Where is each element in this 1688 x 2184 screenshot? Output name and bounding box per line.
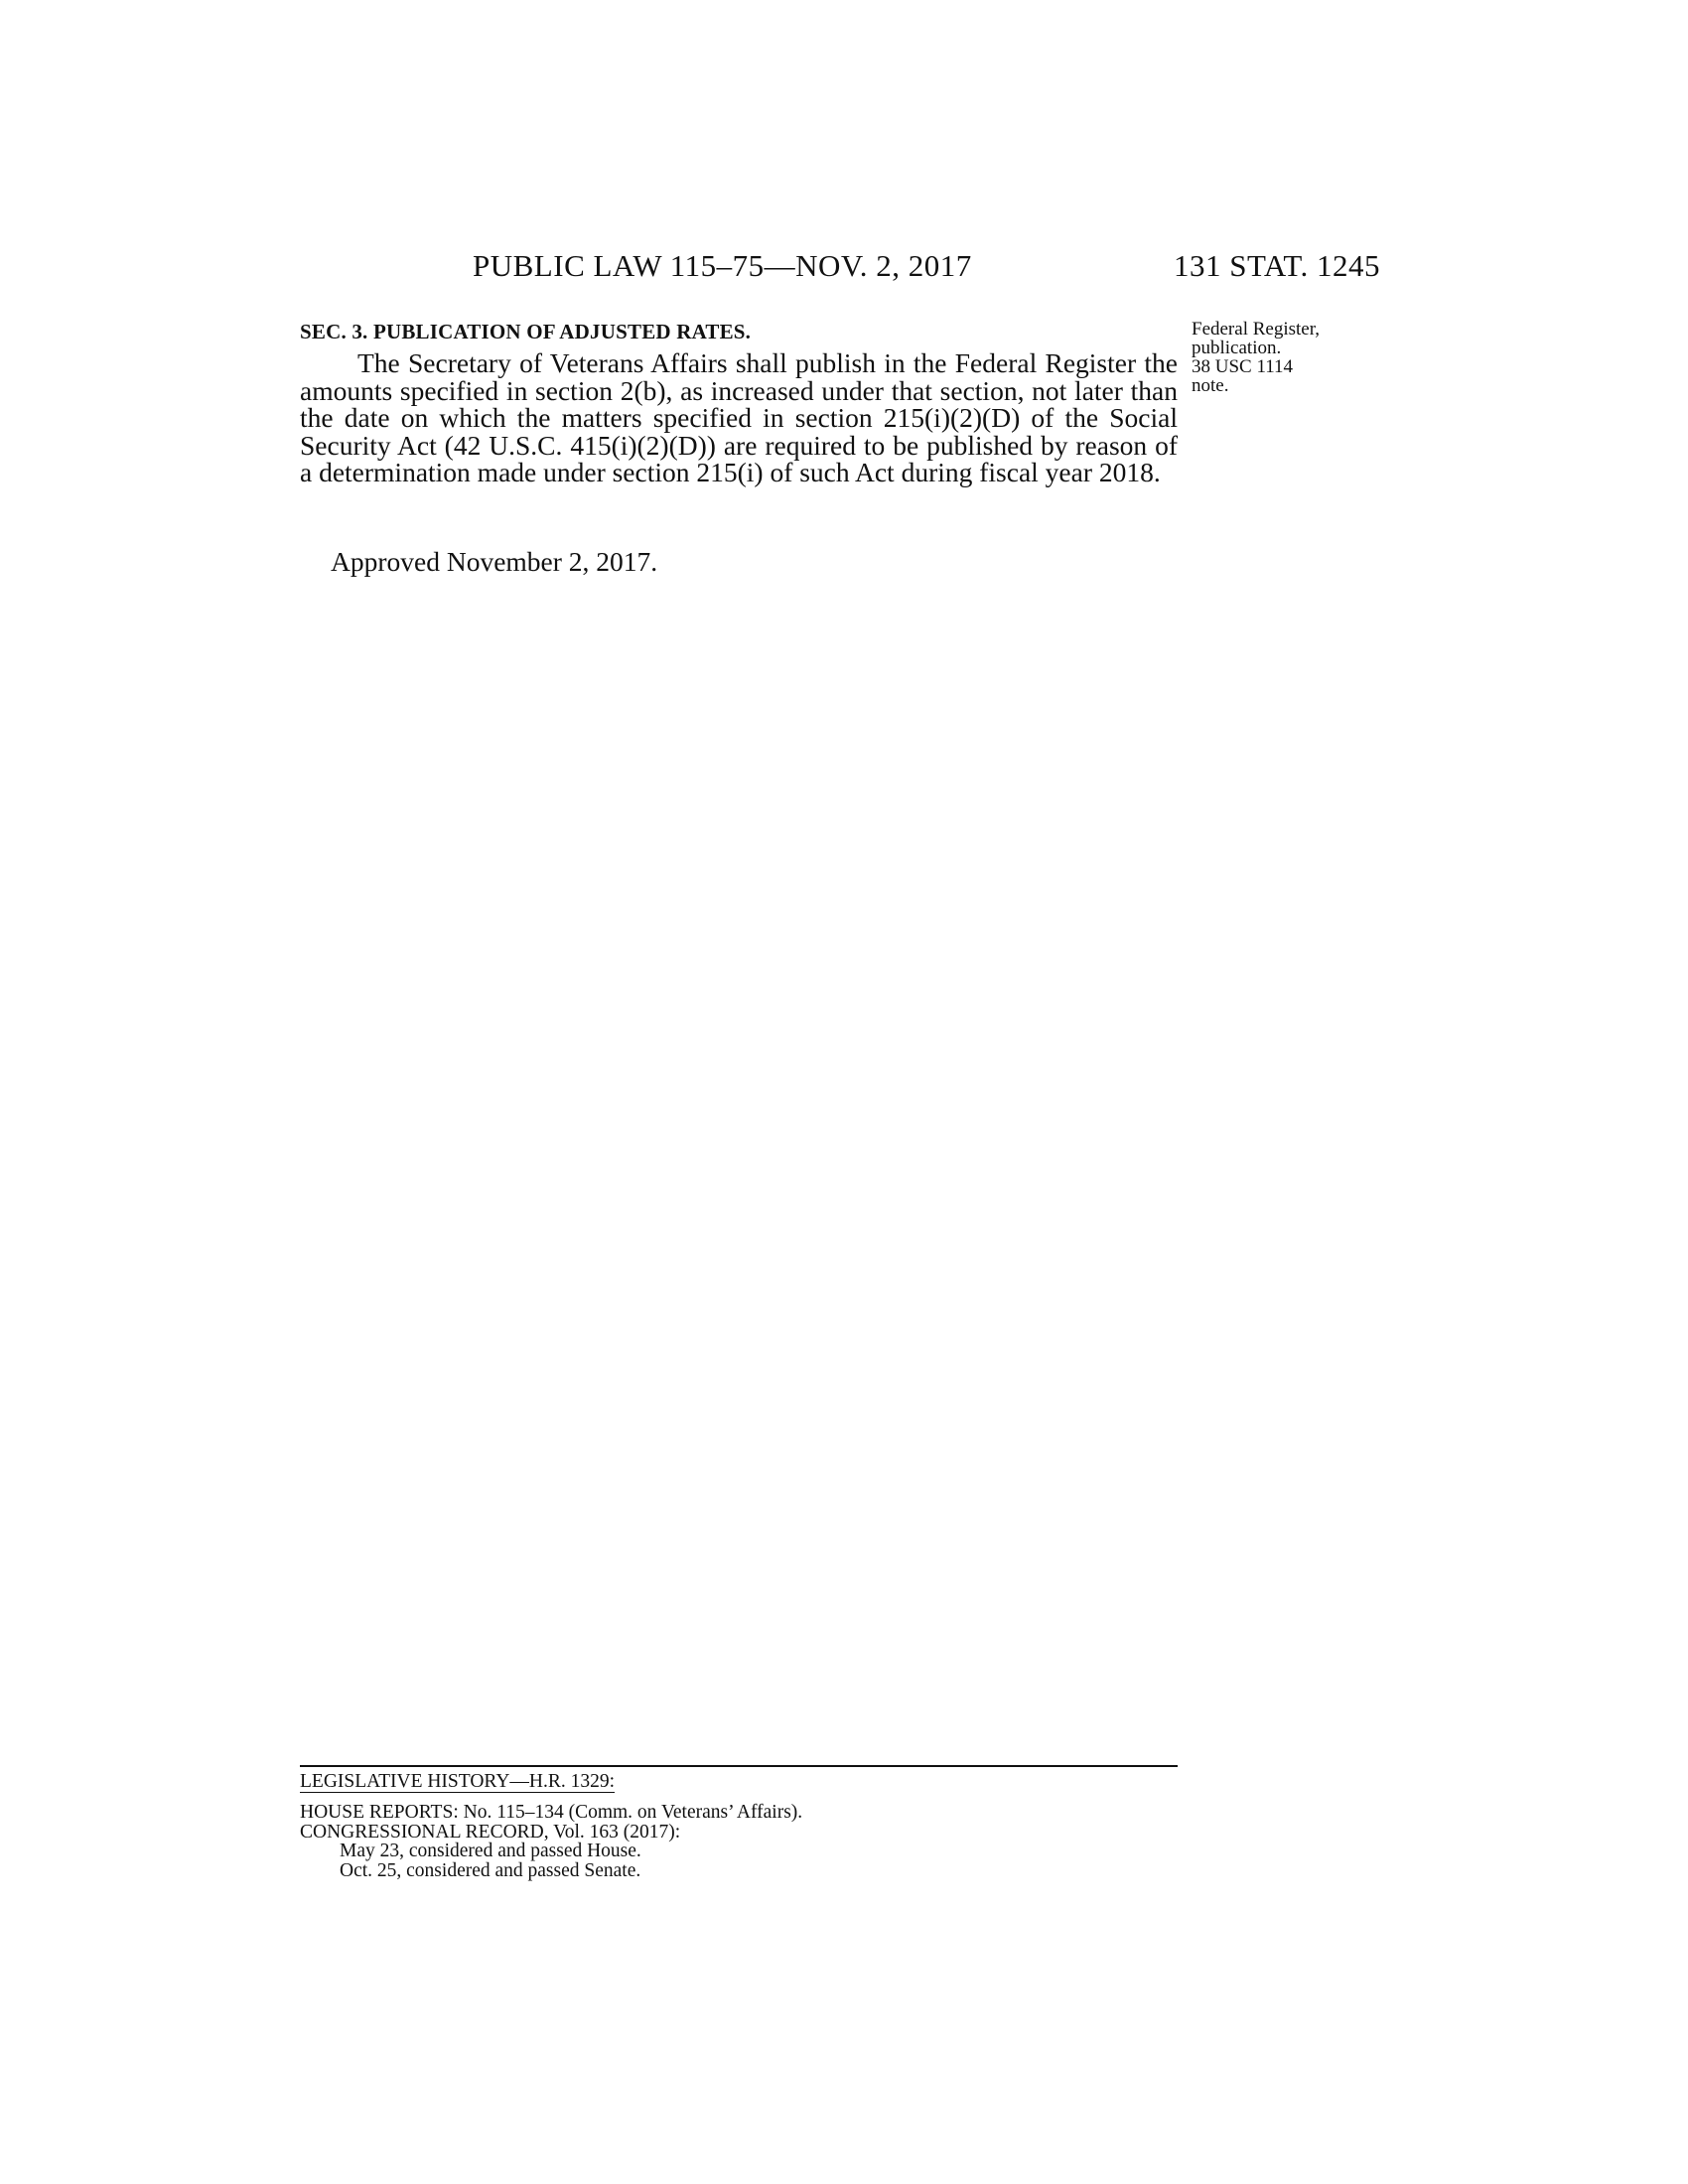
margin-note-line: Federal Register, [1192, 319, 1321, 340]
margin-note-line: publication. [1192, 338, 1282, 358]
margin-note-line: 38 USC 1114 [1192, 356, 1294, 377]
margin-note-line: note. [1192, 375, 1229, 396]
running-header [298, 248, 1380, 288]
footnote-divider [300, 1765, 1178, 1767]
legislative-history-title: LEGISLATIVE HISTORY—H.R. 1329: [300, 1771, 616, 1792]
record-event: May 23, considered and passed House. [340, 1841, 641, 1861]
margin-note [1192, 320, 1370, 395]
approval-date: Approved November 2, 2017. [331, 546, 658, 577]
record-event: Oct. 25, considered and passed Senate. [340, 1859, 641, 1881]
congressional-record: CONGRESSIONAL RECORD, Vol. 163 (2017): [300, 1821, 681, 1843]
house-reports: HOUSE REPORTS: No. 115–134 (Comm. on Veterans’ Affairs). [300, 1802, 803, 1823]
statute-page-reference: 131 STAT. 1245 [1173, 248, 1380, 283]
legislative-history [300, 1772, 1178, 1880]
public-law-title: PUBLIC LAW 115–75—NOV. 2, 2017 [473, 248, 972, 283]
section-heading: SEC. 3. PUBLICATION OF ADJUSTED RATES. [300, 320, 752, 343]
section-body-text: The Secretary of Veterans Affairs shall publish in the Federal Register the amounts specified in section 2(b), as increased under that section, not later than the date on which the matters specified in section 215(i)(2)(D) of the Social Security Act (42 U.S.C. 415(i)(2)(D)) are required to be published by reason of a determination made under section 215(i) of such Act during fiscal year 2018. [300, 347, 1178, 487]
